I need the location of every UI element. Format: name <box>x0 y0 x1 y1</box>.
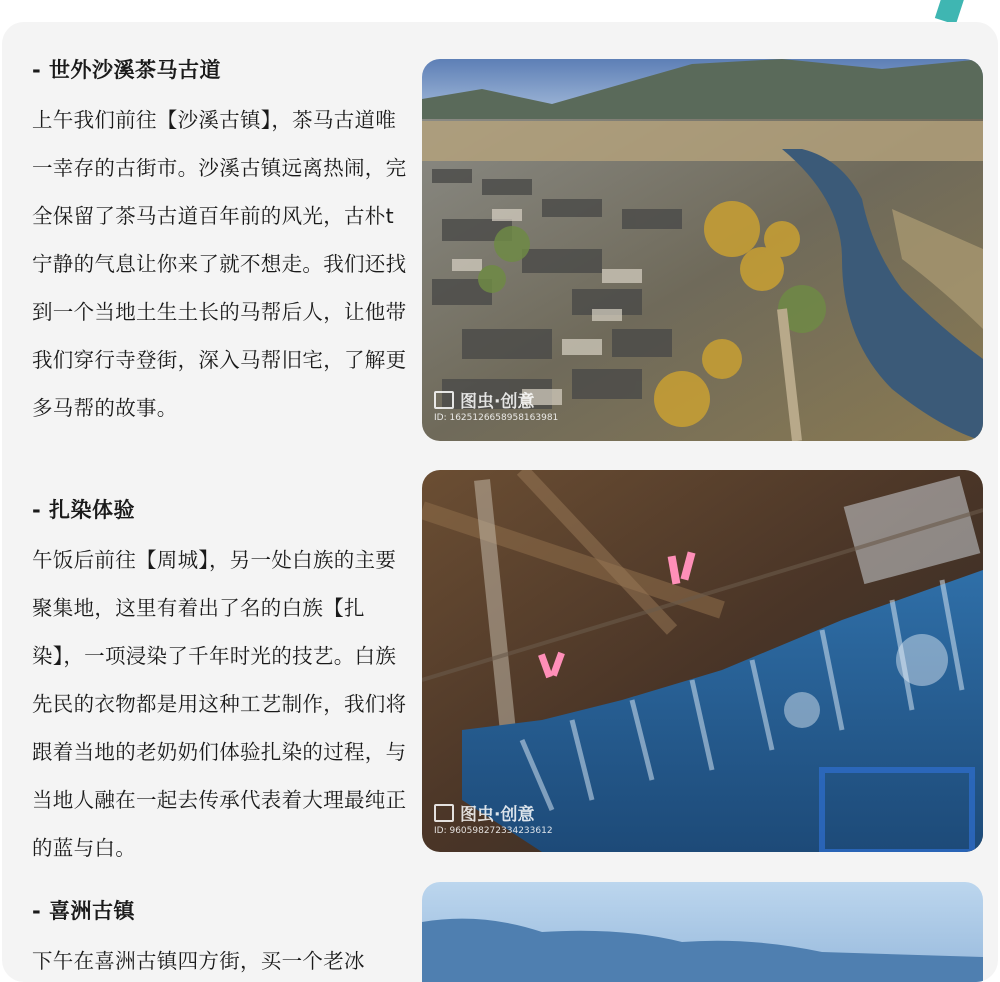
section-title: - 喜洲古镇 <box>32 899 136 923</box>
section-title: - 世外沙溪茶马古道 <box>32 58 222 82</box>
section-text: 午饭后前往【周城】，另一处白族的主要聚集地，这里有着出了名的白族【扎染】，一项浸染了千年时光的技艺。白族先民的衣物都是用这种工艺制作，我们将跟着当地的老奶奶们体验扎染的过程，与当地人融在一起去传承代表着大理最纯正的蓝与白。 <box>32 548 407 860</box>
watermark-id: ID: 960598272334233612 <box>434 826 553 836</box>
tie-dye-photo <box>422 470 983 852</box>
photo-watermark <box>434 387 558 423</box>
section-shaxi <box>32 54 407 432</box>
watermark-brand: 图虫·创意 <box>460 805 535 825</box>
watermark-logo-icon <box>434 391 454 409</box>
watermark-logo-icon <box>434 804 454 822</box>
xizhou-photo <box>422 882 983 982</box>
section-title: - 扎染体验 <box>32 498 136 522</box>
watermark-id: ID: 1625126658958163981 <box>434 413 559 423</box>
watermark-brand: 图虫·创意 <box>460 392 535 412</box>
section-text: 下午在喜洲古镇四方街，买一个老冰 <box>32 949 365 973</box>
section-text: 上午我们前往【沙溪古镇】，茶马古道唯一幸存的古街市。沙溪古镇远离热闹，完全保留了茶马古道百年前的风光，古朴t宁静的气息让你来了就不想走。我们还找到一个当地土生土长的马帮后人，让他带我们穿行寺登街，深入马帮旧宅，了解更多马帮的故事。 <box>32 108 407 420</box>
photo-watermark <box>434 800 553 836</box>
shaxi-town-photo <box>422 59 983 441</box>
itinerary-card <box>2 22 998 982</box>
section-xizhou <box>32 895 407 982</box>
section-tie-dye <box>32 494 407 872</box>
